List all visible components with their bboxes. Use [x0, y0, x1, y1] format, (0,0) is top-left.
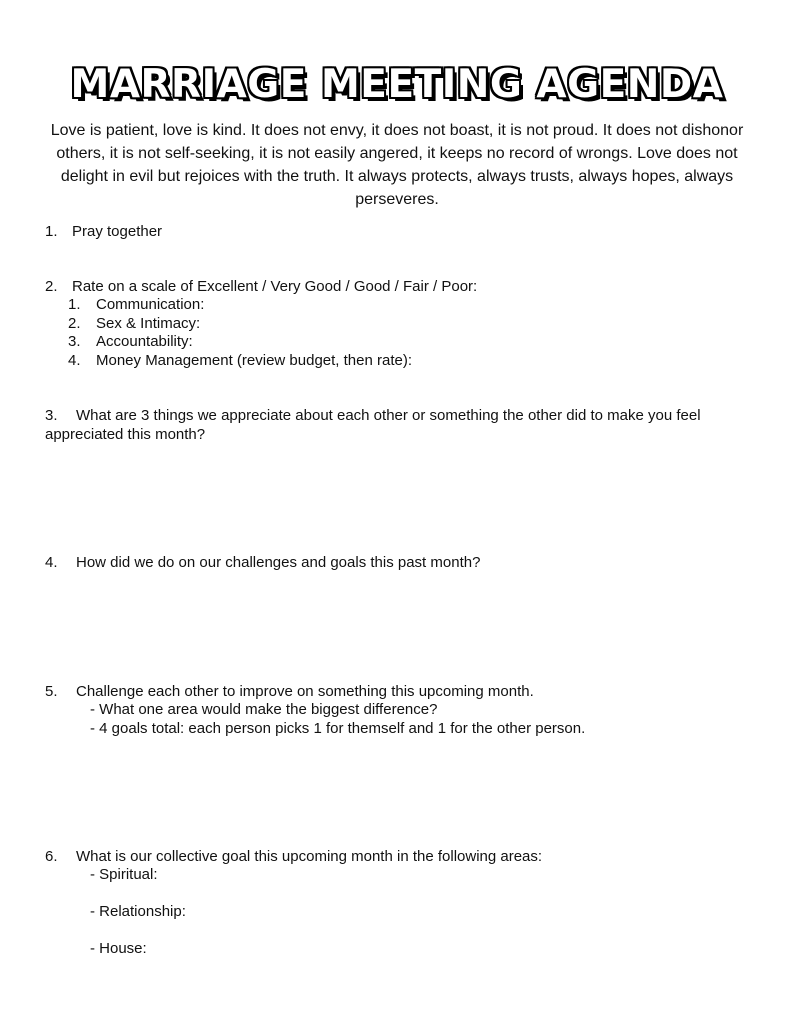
item-6-sub-spiritual: - Spiritual:	[90, 866, 158, 883]
item-5-sub-2: - 4 goals total: each person picks 1 for themself and 1 for the other person.	[90, 720, 586, 737]
item-4-number: 4.	[45, 554, 58, 571]
item-2-sub-3-number: 3.	[68, 333, 81, 350]
item-2-sub-2-number: 2.	[68, 315, 81, 332]
item-1-text: Pray together	[72, 223, 163, 240]
item-2-sub-3-text: Accountability:	[96, 333, 193, 350]
page-title: MARRIAGE MEETING AGENDA	[70, 62, 724, 107]
scripture-verse: Love is patient, love is kind. It does not envy, it does not boast, it is not proud. It does not dishonor others, it is not self-seeking, it is not easily angered, it keeps no record of wrongs. Love does not delight in evil but rejoices with the truth. It always protects, always trusts, always hopes, always perseveres.	[50, 122, 744, 208]
item-4-text: How did we do on our challenges and goals this past month?	[76, 554, 481, 571]
item-3-continuation: appreciated this month?	[45, 426, 206, 443]
item-1-number: 1.	[45, 223, 58, 240]
item-2-sub-1-number: 1.	[68, 296, 81, 313]
item-2-sub-1-text: Communication:	[96, 296, 205, 313]
item-2-sub-4-number: 4.	[68, 352, 81, 369]
item-5-number: 5.	[45, 683, 58, 700]
item-6-number: 6.	[45, 848, 58, 865]
item-6-text: What is our collective goal this upcoming month in the following areas:	[76, 848, 543, 865]
item-5-text: Challenge each other to improve on something this upcoming month.	[76, 683, 534, 700]
item-2-sub-4-text: Money Management (review budget, then rate):	[96, 352, 413, 369]
item-2-sub-2-text: Sex & Intimacy:	[96, 315, 201, 332]
item-5-sub-1: - What one area would make the biggest difference?	[90, 701, 438, 718]
item-3-number: 3.	[45, 407, 58, 424]
item-2-text: Rate on a scale of Excellent / Very Good / Good / Fair / Poor:	[72, 278, 478, 295]
item-2-number: 2.	[45, 278, 58, 295]
item-6-sub-relationship: - Relationship:	[90, 903, 186, 920]
item-3-text: What are 3 things we appreciate about each other or something the other did to make you feel	[76, 407, 701, 424]
item-6-sub-house: - House:	[90, 940, 147, 957]
